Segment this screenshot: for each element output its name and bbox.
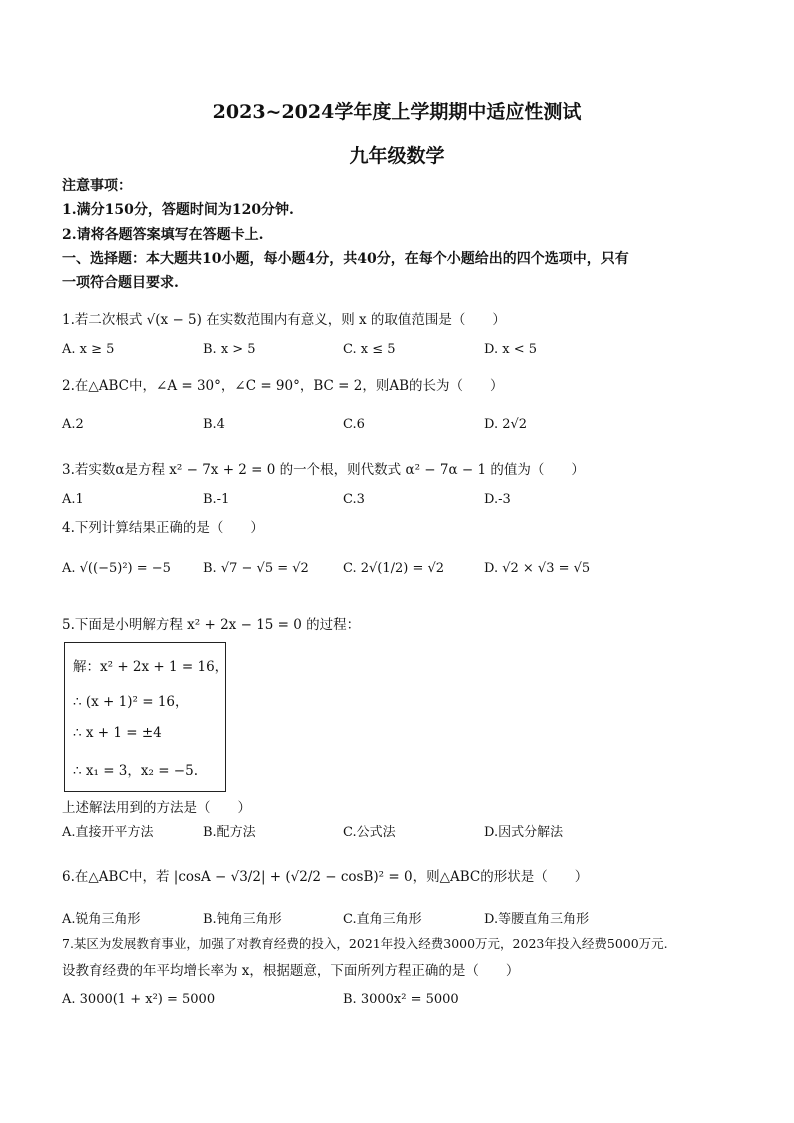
question-4-option-c: C. 2√(1/2) = √2 [343,561,445,576]
notice-item-2: 2.请将各题答案填写在答题卡上. [62,227,264,243]
question-2-option-c: C.6 [343,417,365,432]
question-7-stem-line-1: 7.某区为发展教育事业，加强了对教育经费的投入，2021年投入经费3000万元，2023年投入经费5000万元. [62,936,668,951]
question-3-option-b: B.-1 [203,492,230,507]
question-2-option-b: B.4 [203,417,225,432]
question-6-option-b: B.钝角三角形 [203,912,282,927]
question-1-option-d: D. x < 5 [484,342,537,357]
solution-line-4: ∴ x₁ = 3，x₂ = −5. [73,763,199,779]
question-4-option-b: B. √7 − √5 = √2 [203,561,309,576]
question-3-option-d: D.-3 [484,492,511,507]
question-2-option-a: A.2 [62,417,84,432]
question-5-option-d: D.因式分解法 [484,825,564,840]
question-5-stem: 5.下面是小明解方程 x² + 2x − 15 = 0 的过程： [62,617,361,633]
solution-box [64,642,229,792]
question-7-stem-line-2: 设教育经费的年平均增长率为 x，根据题意，下面所列方程正确的是（ ） [62,963,520,979]
question-1-option-b: B. x > 5 [203,342,256,357]
question-4-stem: 4.下列计算结果正确的是（ ） [62,520,264,536]
question-5-option-a: A.直接开平方法 [62,825,154,840]
exam-subtitle: 九年级数学 [349,145,445,167]
question-2-stem: 2.在△ABC中，∠A = 30°，∠C = 90°，BC = 2，则AB的长为（ ） [62,378,504,394]
question-7-option-b: B. 3000x² = 5000 [343,992,459,1007]
question-3-option-a: A.1 [62,492,84,507]
section-heading-line-1: 一、选择题：本大题共10小题，每小题4分，共40分，在每个小题给出的四个选项中，只有 [62,251,629,267]
question-5-option-c: C.公式法 [343,825,396,840]
question-6-option-d: D.等腰直角三角形 [484,912,590,927]
question-2-option-d: D. 2√2 [484,417,528,432]
question-6-option-a: A.锐角三角形 [62,912,141,927]
section-heading-line-2: 一项符合题目要求. [62,275,179,291]
question-4-option-a: A. √((−5)²) = −5 [62,561,171,576]
question-6-option-c: C.直角三角形 [343,912,422,927]
question-7-option-a: A. 3000(1 + x²) = 5000 [62,992,216,1007]
question-3-option-c: C.3 [343,492,365,507]
solution-line-3: ∴ x + 1 = ±4 [73,725,162,741]
question-1-option-a: A. x ≥ 5 [62,342,115,357]
notice-heading: 注意事项： [62,178,132,194]
question-4-option-d: D. √2 × √3 = √5 [484,561,591,576]
question-5-option-b: B.配方法 [203,825,256,840]
question-6-stem: 6.在△ABC中，若 |cosA − √3/2| + (√2/2 − cosB)² = 0，则△ABC的形状是（ ） [62,869,589,885]
exam-title: 2023~2024学年度上学期期中适应性测试 [212,101,582,123]
question-1-stem: 1.若二次根式 √(x − 5) 在实数范围内有意义，则 x 的取值范围是（ ） [62,312,506,328]
solution-line-1: 解：x² + 2x + 1 = 16， [73,659,229,675]
question-1-option-c: C. x ≤ 5 [343,342,396,357]
notice-item-1: 1.满分150分，答题时间为120分钟. [62,202,294,218]
question-5-prompt: 上述解法用到的方法是（ ） [62,800,251,816]
solution-line-2: ∴ (x + 1)² = 16， [73,694,189,710]
question-3-stem: 3.若实数α是方程 x² − 7x + 2 = 0 的一个根，则代数式 α² − 7α − 1 的值为（ ） [62,462,585,478]
